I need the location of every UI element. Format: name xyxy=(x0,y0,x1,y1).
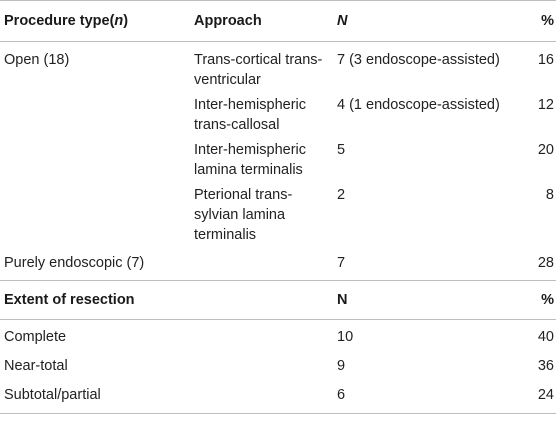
table-row xyxy=(0,182,556,247)
table-row xyxy=(0,378,556,414)
percent-cell: 12 xyxy=(537,97,554,113)
percent-cell: 8 xyxy=(545,187,554,203)
procedure-type-cell xyxy=(0,137,190,182)
n-cell: 6 xyxy=(333,378,507,414)
approach-cell: Trans-cortical trans-ventricular xyxy=(194,52,323,88)
resection-label-cell: Subtotal/partial xyxy=(0,378,190,414)
header-extent-of-resection: Extent of resection xyxy=(0,281,190,320)
table-row xyxy=(0,42,556,93)
n-cell: 2 xyxy=(337,187,346,203)
empty-cell xyxy=(190,378,333,414)
header-percent: % xyxy=(507,281,556,320)
percent-cell: 24 xyxy=(507,378,556,414)
resection-label-cell: Near-total xyxy=(4,358,68,374)
procedure-type-cell xyxy=(0,92,190,137)
n-cell: 5 xyxy=(337,142,346,158)
approach-cell: Inter-hemispheric trans-callosal xyxy=(194,97,307,133)
header-empty xyxy=(190,281,333,320)
procedure-type-cell: Open (18) xyxy=(4,52,70,68)
header-procedure-type: Procedure type(n) xyxy=(0,1,190,42)
header-row xyxy=(0,1,556,42)
percent-cell: 16 xyxy=(537,52,554,68)
resection-header-row xyxy=(0,281,556,320)
percent-cell: 28 xyxy=(537,255,554,271)
table-row xyxy=(0,247,556,281)
percent-cell: 20 xyxy=(537,142,554,158)
table-row xyxy=(0,349,556,378)
empty-cell xyxy=(190,349,333,378)
procedure-type-cell xyxy=(0,182,190,247)
percent-cell: 36 xyxy=(537,358,554,374)
header-n: N xyxy=(333,1,507,42)
table-row xyxy=(0,92,556,137)
header-n: N xyxy=(333,281,507,320)
n-cell: 4 (1 endoscope-assisted) xyxy=(337,97,500,113)
header-percent: % xyxy=(507,1,556,42)
approach-cell: Inter-hemispheric lamina terminalis xyxy=(194,142,307,178)
empty-cell xyxy=(190,320,333,350)
resection-label-cell: Complete xyxy=(4,329,67,345)
procedure-type-cell: Purely endoscopic (7) xyxy=(4,255,145,271)
n-cell: 10 xyxy=(337,329,354,345)
n-cell: 7 xyxy=(337,255,346,271)
n-cell: 9 xyxy=(337,358,346,374)
approach-cell: Pterional trans-sylvian lamina terminalis xyxy=(194,187,293,243)
n-cell: 7 (3 endoscope-assisted) xyxy=(337,52,500,68)
header-approach: Approach xyxy=(190,1,333,42)
percent-cell: 40 xyxy=(537,329,554,345)
approach-cell xyxy=(190,247,333,281)
table-row xyxy=(0,320,556,350)
table-row xyxy=(0,137,556,182)
